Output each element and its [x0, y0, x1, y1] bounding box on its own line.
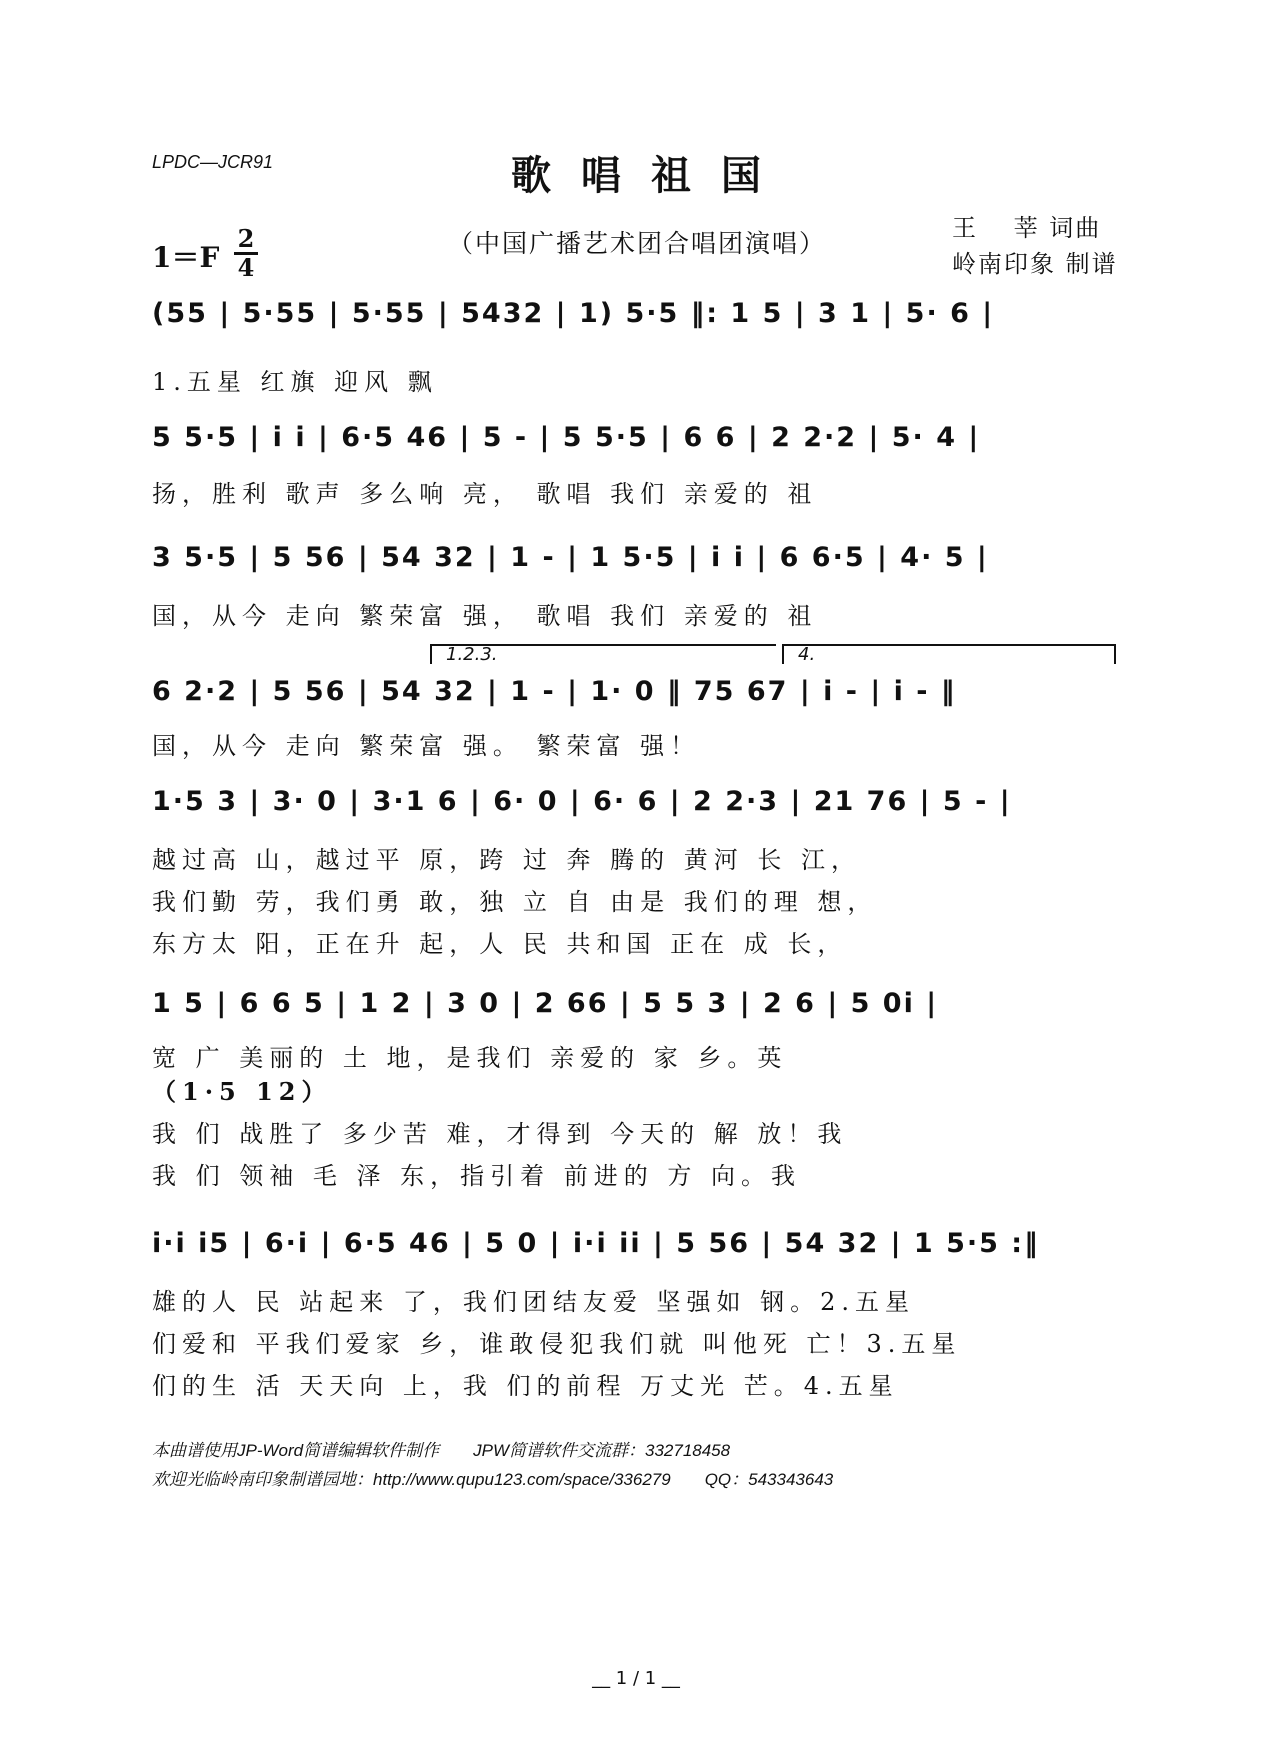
time-numerator: 2: [237, 224, 255, 253]
notation-line-7: i·i i5 | 6·i | 6·5 46 | 5 0 | i·i ii | 5 56 | 54 32 | 1 5·5 :‖: [152, 1228, 1040, 1259]
page-number: __ 1 / 1 __: [592, 1668, 680, 1689]
notation-line-1: (55 | 5·55 | 5·55 | 5432 | 1) 5·5 ‖: 1 5 | 3 1 | 5· 6 |: [152, 298, 995, 329]
performer-subtitle: （中国广播艺术团合唱团演唱）: [448, 229, 827, 258]
lyric-line-5b: 我们勤 劳，我们勇 敢，独 立 自 由是 我们的理 想，: [152, 888, 878, 916]
lyric-line-7c: 们的生 活 天天向 上，我 们的前程 万丈光 芒。4.五星: [152, 1372, 899, 1400]
lyric-line-7a: 雄的人 民 站起来 了，我们团结友爱 坚强如 钢。2.五星: [152, 1288, 916, 1316]
volta-first-ending: [430, 644, 776, 664]
score-code: LPDC—JCR91: [152, 152, 274, 172]
lyric-line-6-alt-notes: （1·5 12）: [152, 1077, 332, 1106]
lyric-line-4: 国，从今 走向 繁荣富 强。 繁荣富 强！: [152, 732, 701, 760]
volta-second-label: 4.: [798, 644, 816, 665]
volta-first-label: 1.2.3.: [446, 644, 498, 665]
time-denominator: 4: [237, 253, 255, 282]
lyric-line-5a: 越过高 山，越过平 原，跨 过 奔 腾的 黄河 长 江，: [152, 846, 862, 874]
time-signature: [232, 226, 260, 281]
key-signature: 1＝F: [152, 241, 220, 274]
lyric-line-5c: 东方太 阳，正在升 起，人 民 共和国 正在 成 长，: [152, 930, 848, 958]
lyric-line-6c: 我 们 领袖 毛 泽 东，指引着 前进的 方 向。我: [152, 1162, 802, 1190]
lyric-line-6b: 我 们 战胜了 多少苦 难，才得到 今天的 解 放！我: [152, 1120, 848, 1148]
composer-credit: 王 莘 词曲: [952, 214, 1102, 242]
volta-second-ending: [782, 644, 1116, 664]
website-credit: 欢迎光临岭南印象制谱园地：http://www.qupu123.com/space/336279 QQ：543343643: [152, 1470, 834, 1489]
software-credit: 本曲谱使用JP-Word简谱编辑软件制作 JPW简谱软件交流群：332718458: [152, 1441, 731, 1460]
lyric-line-1: 1.五星 红旗 迎风 飘: [152, 368, 438, 396]
song-title: 歌唱祖国: [511, 152, 791, 199]
notation-line-4: 6 2·2 | 5 56 | 54 32 | 1 - | 1· 0 ‖ 75 67 | i - | i - ‖: [152, 676, 957, 707]
lyric-line-6a: 宽 广 美丽的 土 地，是我们 亲爱的 家 乡。英: [152, 1044, 788, 1072]
notation-line-3: 3 5·5 | 5 56 | 54 32 | 1 - | 1 5·5 | i i | 6 6·5 | 4· 5 |: [152, 542, 989, 573]
notation-line-2: 5 5·5 | i i | 6·5 46 | 5 - | 5 5·5 | 6 6 | 2 2·2 | 5· 4 |: [152, 422, 981, 453]
transcriber-credit: 岭南印象 制谱: [952, 250, 1118, 278]
lyric-line-2: 扬，胜利 歌声 多么响 亮， 歌唱 我们 亲爱的 祖: [152, 480, 818, 508]
lyric-line-7b: 们爱和 平我们爱家 乡，谁敢侵犯我们就 叫他死 亡！3.五星: [152, 1330, 962, 1358]
lyric-line-3: 国，从今 走向 繁荣富 强， 歌唱 我们 亲爱的 祖: [152, 602, 818, 630]
notation-line-5: 1·5 3 | 3· 0 | 3·1 6 | 6· 0 | 6· 6 | 2 2·3 | 21 76 | 5 - |: [152, 786, 1012, 817]
notation-line-6: 1 5 | 6 6 5 | 1 2 | 3 0 | 2 66 | 5 5 3 | 2 6 | 5 0i |: [152, 988, 939, 1019]
